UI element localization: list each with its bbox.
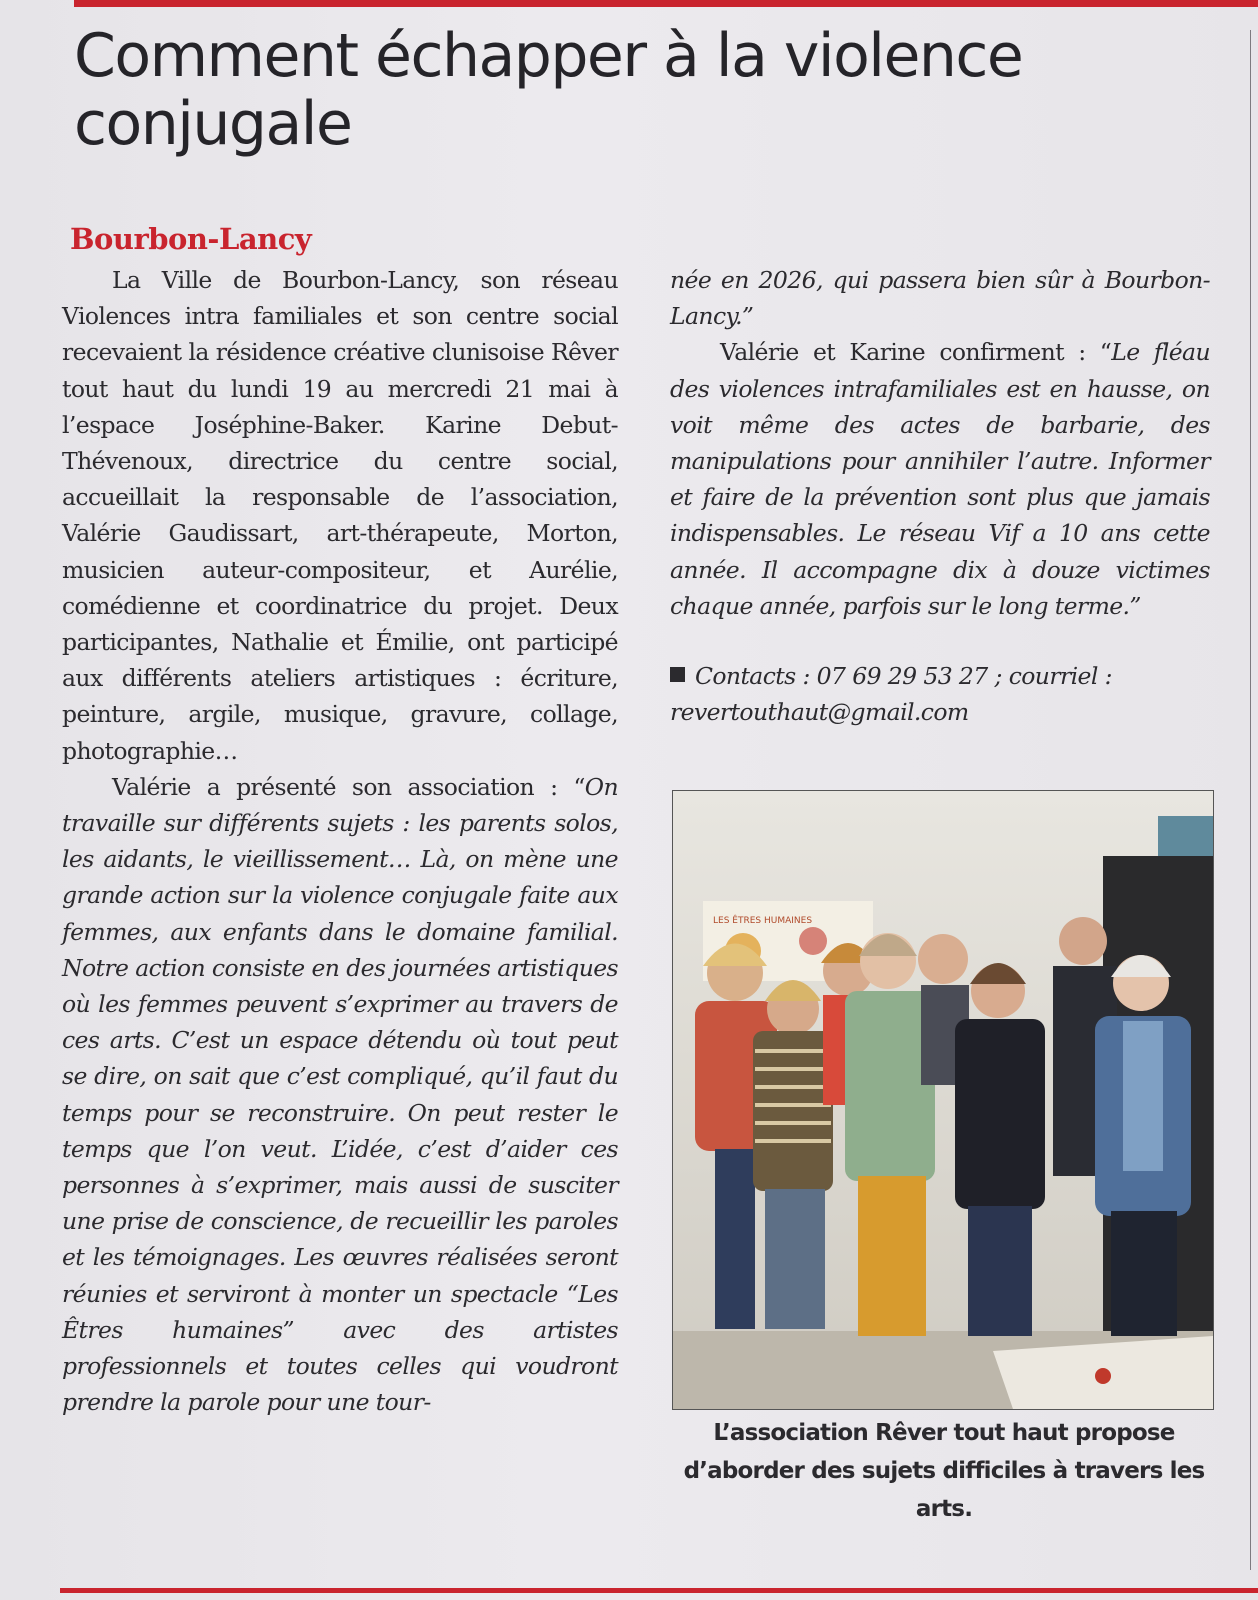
quote-text: On travaille sur différents sujets : les parents solos, les aidants, le vieillissement… Là, on mène une grande action sur la violence conjugale faite aux femmes, aux enfants dans le domaine familial. Notre action consiste en des journées artistiques où les femmes peuvent s’exprimer au travers de ces arts. C’est un espace détendu où tout peut se dire, on sait que c’est compliqué, qu’il faut du temps pour se reconstruire. On peut rester le temps que l’on veut. L’idée, c’est d’aider ces personnes à s’exprimer, mais aussi de susciter une prise de conscience, de recueillir les paroles et les témoignages. Les œuvres réalisées seront réunies et serviront à monter un spectacle “Les Êtres humaines” avec des artistes professionnels et toutes celles qui voudront prendre la parole pour une tour- <box>62 772 618 1417</box>
article-photo <box>672 790 1214 1410</box>
paragraph-confirmation <box>670 334 1210 624</box>
confirm-quote: Le fléau des violences intrafamiliales est en hausse, on voit même des actes de barbarie, des manipulations pour annihiler l’autre. Informer et faire de la prévention sont plus que jamais indispensables. Le réseau Vif a 10 ans cette année. Il accompagne dix à douze victimes chaque année, parfois sur le long terme.” <box>670 338 1211 620</box>
contacts-line <box>670 658 1210 730</box>
article-left-column <box>62 262 618 1421</box>
mural-banner-text: LES ÊTRES HUMAINES <box>713 916 813 926</box>
column-edge-line <box>1250 30 1251 1570</box>
square-bullet-icon <box>670 667 685 682</box>
confirm-lead: Valérie et Karine confirment : “ <box>720 338 1112 367</box>
paragraph-intro: La Ville de Bourbon-Lancy, son réseau Violences intra familiales et son centre social recevaient la résidence créative clunisoise Rêver tout haut du lundi 19 au mercredi 21 mai à l’espace Joséphine-Baker. Karine Debut-Thévenoux, directrice du centre social, accueillait la responsable de l’association, Valérie Gaudissart, art-thérapeute, Morton, musicien auteur-compositeur, et Aurélie, comédienne et coordinatrice du projet. Deux participantes, Nathalie et Émilie, ont participé aux différents ateliers artistiques : écriture, peinture, argile, musique, gravure, collage, photographie… <box>62 266 618 765</box>
group-photo-illustration <box>673 791 1213 1409</box>
quote-lead: Valérie a présenté son association : “ <box>112 772 585 801</box>
article-headline: Comment échapper à la violence conjugale <box>74 21 1023 159</box>
quote-continuation: née en 2026, qui passera bien sûr à Bourbon-Lancy.” <box>670 266 1210 331</box>
contacts-text: Contacts : 07 69 29 53 27 ; courriel : revertouthaut@gmail.com <box>670 662 1112 727</box>
paragraph-continuation <box>670 262 1210 334</box>
top-red-rule <box>74 0 1258 7</box>
article-location-kicker: Bourbon-Lancy <box>70 222 312 256</box>
photo-caption: L’association Rêver tout haut propose d’aborder des sujets difficiles à travers les arts. <box>683 1420 1205 1522</box>
article-right-column <box>670 262 1210 730</box>
bottom-red-rule <box>60 1588 1258 1593</box>
paragraph-valerie-quote <box>62 769 618 1421</box>
